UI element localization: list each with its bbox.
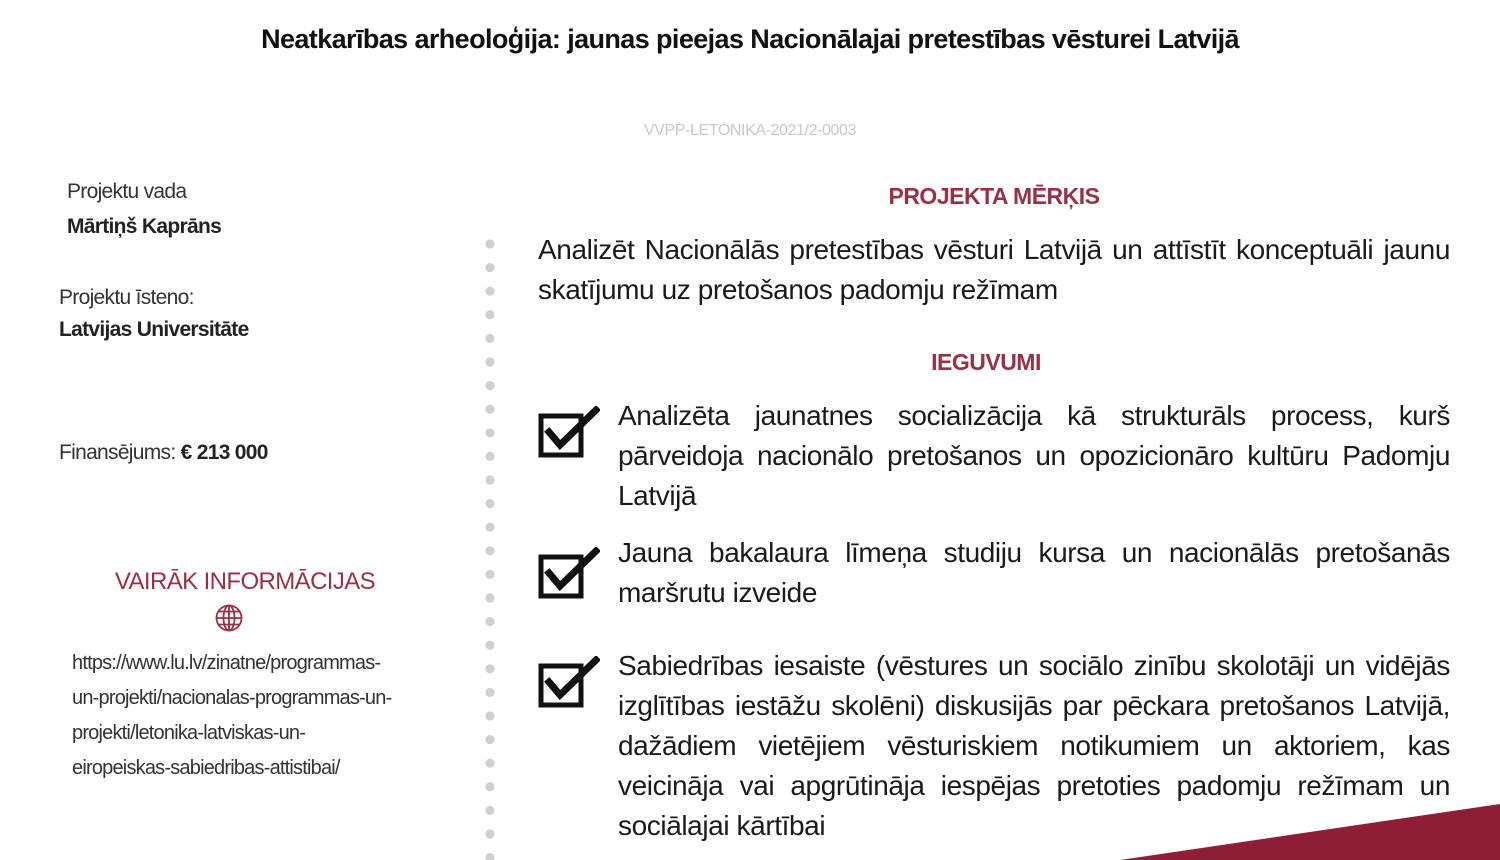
divider-dot (485, 263, 494, 272)
url-line: eiropeiskas-sabiedribas-attistibai/ (72, 757, 340, 779)
divider-dot (485, 806, 494, 815)
divider-dot (485, 641, 494, 650)
divider-dot (485, 688, 494, 697)
goal-heading: PROJEKTA MĒRĶIS (888, 183, 1100, 209)
divider-dot (485, 405, 494, 414)
divider-dot (485, 546, 494, 555)
goal-text: Analizēt Nacionālās pretestības vēsturi Latvijā un attīstīt konceptuāli jaunu skatījumu uz pretošanos padomju režīmam (538, 234, 1450, 305)
divider-dot (485, 523, 494, 532)
divider-dot (485, 357, 494, 366)
implementer-label: Projektu īsteno: (59, 286, 194, 309)
divider-dot (485, 310, 494, 319)
benefit-text: Jauna bakalaura līmeņa studiju kursa un nacionālās pretošanās maršrutu izveide (618, 537, 1450, 608)
checkbox-checked-icon (538, 656, 600, 708)
checkbox-checked-icon (538, 406, 600, 458)
leader-name: Mārtiņš Kaprāns (67, 215, 222, 238)
url-line: projekti/letonika-latviskas-un- (72, 722, 306, 744)
funding-line (59, 441, 268, 465)
url-line: https://www.lu.lv/zinatne/programmas- (72, 652, 381, 674)
project-code: VVPP-LETONIKA-2021/2-0003 (643, 122, 857, 139)
divider-dot (485, 664, 494, 673)
more-info-heading: VAIRĀK INFORMĀCIJAS (114, 568, 376, 595)
divider-dot (485, 782, 494, 791)
page-title: Neatkarības arheoloģija: jaunas pieejas Nacionālajai pretestības vēsturei Latvijā (261, 24, 1239, 54)
divider-dot (485, 287, 494, 296)
dotted-divider (482, 236, 498, 860)
decorative-corner (1060, 796, 1500, 860)
benefit-text: Sabiedrības iesaiste (vēstures un sociālo zinību skolotāji un vidējās izglītības iestāžu skolēni) diskusijās par pēckara pretošanos Latvijā, dažādiem vietējiem vēsturiskiem notikumiem un aktoriem, kas veicināja vai apgrūtināja iespējas pretoties padomju režīmam un sociālajai kārtībai (618, 650, 1450, 841)
funding-value: € 213 000 (180, 441, 268, 464)
url-line: un-projekti/nacionalas-programmas-un- (72, 687, 392, 709)
divider-dot (485, 617, 494, 626)
implementer-name: Latvijas Universitāte (59, 318, 249, 341)
divider-dot (485, 570, 494, 579)
more-info-link[interactable] (72, 646, 472, 786)
funding-label: Finansējums: (59, 441, 176, 464)
checkbox-checked-icon (538, 547, 600, 599)
divider-dot (485, 334, 494, 343)
divider-dot (485, 499, 494, 508)
divider-dot (485, 239, 494, 248)
divider-dot (485, 381, 494, 390)
benefit-text: Analizēta jaunatnes socializācija kā strukturāls process, kurš pārveidoja nacionālo pretošanos un opozicionāro kultūru Padomju Latvijā (618, 400, 1450, 511)
divider-dot (485, 735, 494, 744)
divider-dot (485, 428, 494, 437)
divider-dot (485, 475, 494, 484)
divider-dot (485, 759, 494, 768)
divider-dot (485, 853, 494, 860)
globe-icon[interactable] (214, 603, 244, 633)
divider-dot (485, 829, 494, 838)
divider-dot (485, 593, 494, 602)
divider-dot (485, 711, 494, 720)
divider-dot (485, 452, 494, 461)
benefits-heading: IEGUVUMI (931, 349, 1041, 375)
leader-label: Projektu vada (67, 180, 187, 203)
